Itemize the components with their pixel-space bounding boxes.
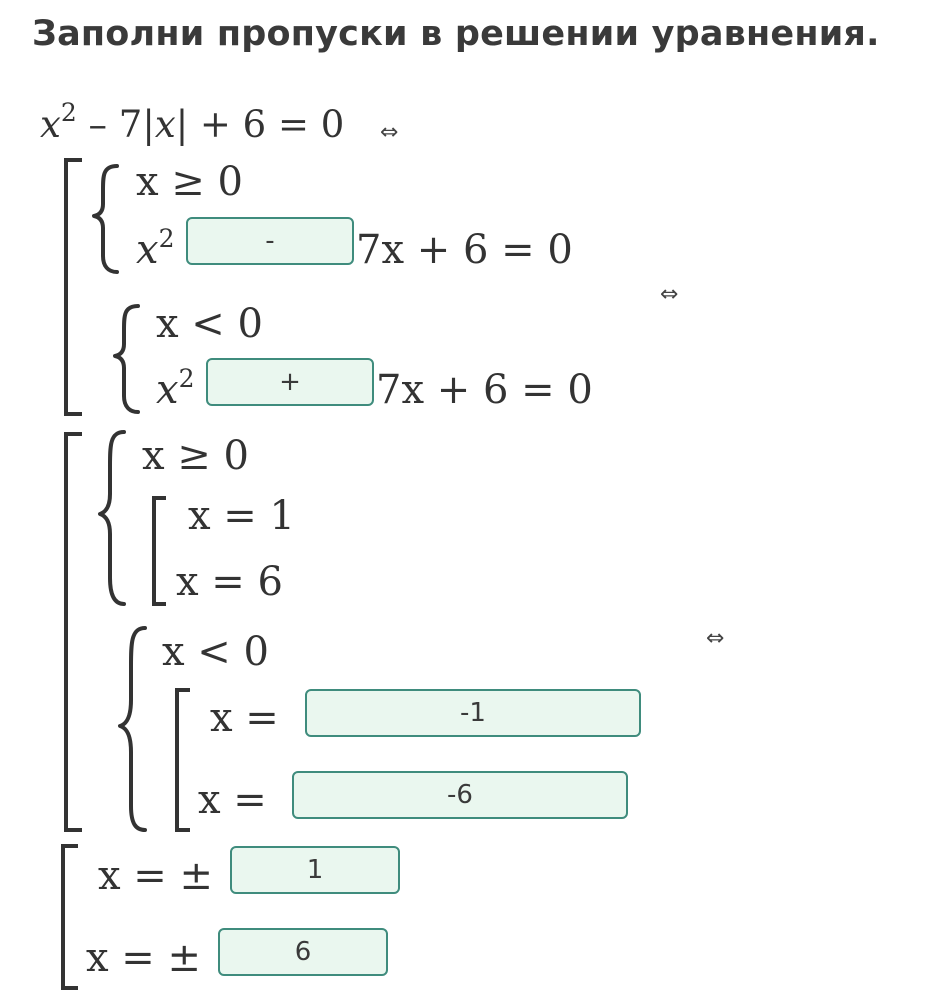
square-bracket-2 — [66, 434, 80, 830]
system4-root1-blank[interactable]: -1 — [305, 689, 641, 737]
system3-root2: x = 6 — [176, 559, 283, 605]
equivalence-arrow-2: ⇔ — [660, 282, 679, 307]
final-lhs2: x = ± — [86, 935, 202, 981]
system1-equation-tail: 7x + 6 = 0 — [356, 227, 573, 273]
equivalence-arrow-3: ⇔ — [706, 626, 725, 651]
system3-root1: x = 1 — [188, 493, 295, 539]
system2-equation-tail: 7x + 6 = 0 — [376, 367, 593, 413]
system3-condition: x ≥ 0 — [142, 433, 249, 479]
main-equation: $x^2 - 7|x| + 6 = 0$ — [40, 98, 345, 146]
square-bracket-1 — [66, 160, 80, 414]
system1-condition: x ≥ 0 — [136, 159, 243, 205]
task-title: Заполни пропуски в решении уравнения. — [32, 14, 880, 54]
system4-root2-blank[interactable]: -6 — [292, 771, 628, 819]
system1-sign-blank[interactable]: - — [186, 217, 354, 265]
system2-condition: x < 0 — [156, 301, 263, 347]
equivalence-arrow-1: ⇔ — [380, 120, 399, 145]
final-root2-blank[interactable]: 6 — [218, 928, 388, 976]
final-lhs1: x = ± — [98, 853, 214, 899]
final-root1-blank[interactable]: 1 — [230, 846, 400, 894]
curly-brace-2 — [115, 306, 138, 412]
square-bracket-4 — [177, 690, 188, 830]
system4-lhs2: x = — [198, 777, 267, 823]
curly-brace-1 — [94, 166, 117, 272]
system4-condition: x < 0 — [162, 629, 269, 675]
curly-brace-3 — [100, 432, 124, 604]
system1-x-squared: $x^2$ — [136, 224, 175, 273]
square-bracket-5 — [63, 846, 76, 988]
system4-lhs1: x = — [210, 695, 279, 741]
system2-x-squared: $x^2$ — [156, 364, 195, 413]
system2-sign-blank[interactable]: + — [206, 358, 374, 406]
curly-brace-4 — [120, 628, 145, 830]
square-bracket-3 — [154, 498, 164, 604]
